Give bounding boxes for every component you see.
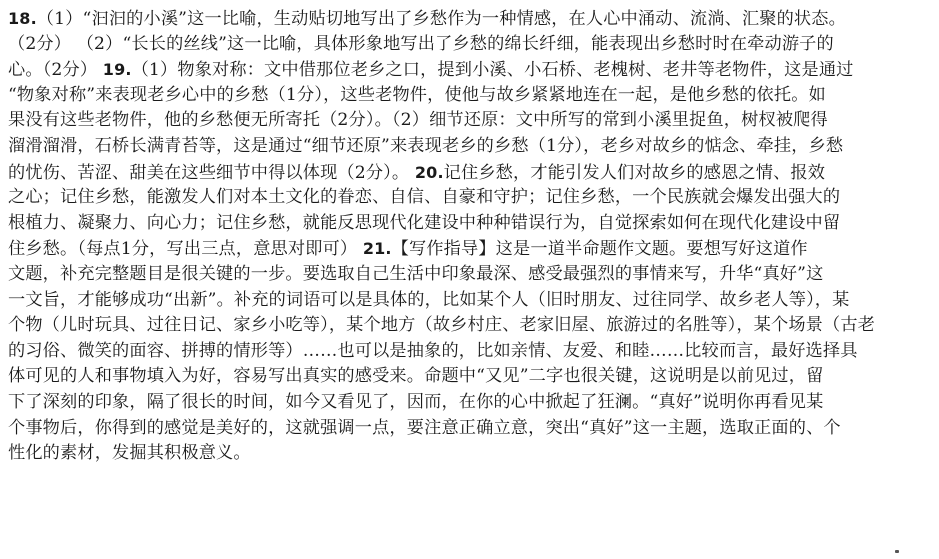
question-number: 18.: [8, 9, 37, 28]
line-text: 之心；记住乡愁，能激发人们对本土文化的眷恋、自信、自豪和守护；记住乡愁，一个民族就会爆发出强大的: [8, 187, 841, 208]
text-line: [8, 160, 930, 186]
line-text: 记住乡愁，才能引发人们对故乡的感恩之情、报效: [443, 162, 826, 183]
text-line: [8, 134, 930, 160]
line-text: 溜滑溜滑，石桥长满青苔等，这是通过“细节还原”来表现老乡的乡愁（1分），老乡对故乡的惦念、牵挂，乡愁: [8, 135, 844, 156]
scan-speck: [895, 550, 899, 553]
text-line: [8, 262, 930, 288]
line-text: 住乡愁。（每点1分，写出三点，意思对即可）: [8, 239, 363, 260]
line-text: 【写作指导】这是一道半命题作文题。要想写好这道作: [391, 239, 808, 260]
question-number: 19.: [102, 60, 132, 80]
line-text: 根植力、凝聚力、向心力；记住乡愁，就能反思现代化建设中种种错误行为，自觉探索如何在现代化建设中留: [8, 212, 841, 233]
text-line: [8, 57, 930, 83]
text-line: [8, 339, 930, 365]
text-line: [8, 390, 930, 416]
question-number: 21.: [362, 239, 392, 259]
line-text: 的忧伤、苦涩、甜美在这些细节中得以体现（2分）。: [8, 162, 415, 183]
line-text: 体可见的人和事物填入为好，容易写出真实的感受来。命题中“又见”二字也很关键，这说明是以前见过，留: [8, 366, 824, 387]
text-line: [8, 288, 930, 314]
line-text: 一文旨，才能够成功“出新”。补充的词语可以是具体的，比如某个人（旧时朋友、过往同学、故乡老人等），某: [8, 289, 850, 310]
line-text: 性化的素材，发掘其积极意义。: [8, 443, 251, 464]
text-line: [8, 185, 930, 211]
text-line: [8, 313, 930, 339]
line-text: 的习俗、微笑的面容、拼搏的情形等）……也可以是抽象的，比如亲情、友爱、和睦……比较而言，最好选择具: [8, 340, 858, 361]
line-text: 下了深刻的印象，隔了很长的时间，如今又看见了，因而，在你的心中掀起了狂澜。“真好”说明你再看见某: [8, 391, 824, 412]
text-line: [8, 416, 930, 442]
line-text: “物象对称”来表现老乡心中的乡愁（1分），这些老物件，使他与故乡紧紧地连在一起，是他乡愁的依托。如: [8, 84, 826, 105]
text-line: [8, 364, 930, 390]
line-text: 文题，补充完整题目是很关键的一步。要选取自己生活中印象最深、感受最强烈的事情来写，升华“真好”这: [8, 263, 824, 284]
line-text: 果没有这些老物件，他的乡愁便无所寄托（2分）。（2）细节还原：文中所写的常到小溪里捉鱼，树杈被爬得: [8, 110, 828, 131]
answer-text-block: [8, 6, 930, 467]
line-text: （2分） （2）“长长的丝线”这一比喻，具体形象地写出了乡愁的绵长纤细，能表现出乡愁时时在牵动游子的: [8, 33, 834, 54]
text-line: [8, 108, 930, 134]
line-text: （1）物象对称：文中借那位老乡之口，提到小溪、小石桥、老槐树、老井等老物件，这是通过: [131, 60, 854, 81]
text-line: [8, 236, 930, 262]
text-line: [8, 32, 930, 58]
line-text: 个物（儿时玩具、过往日记、家乡小吃等），某个地方（故乡村庄、老家旧屋、旅游过的名胜等），某个场景（古老: [8, 315, 876, 336]
text-line: [8, 6, 930, 32]
text-line: [8, 441, 930, 467]
line-text: （1）“汩汩的小溪”这一比喻，生动贴切地写出了乡愁作为一种情感，在人心中涌动、流淌、汇聚的状态。: [36, 9, 846, 29]
text-line: [8, 83, 930, 109]
question-number: 20.: [414, 162, 444, 182]
text-line: [8, 211, 930, 237]
line-text: 个事物后，你得到的感觉是美好的，这就强调一点，要注意正确立意，突出“真好”这一主题，选取正面的、个: [8, 417, 841, 438]
line-text: 心。（2分）: [8, 60, 103, 81]
